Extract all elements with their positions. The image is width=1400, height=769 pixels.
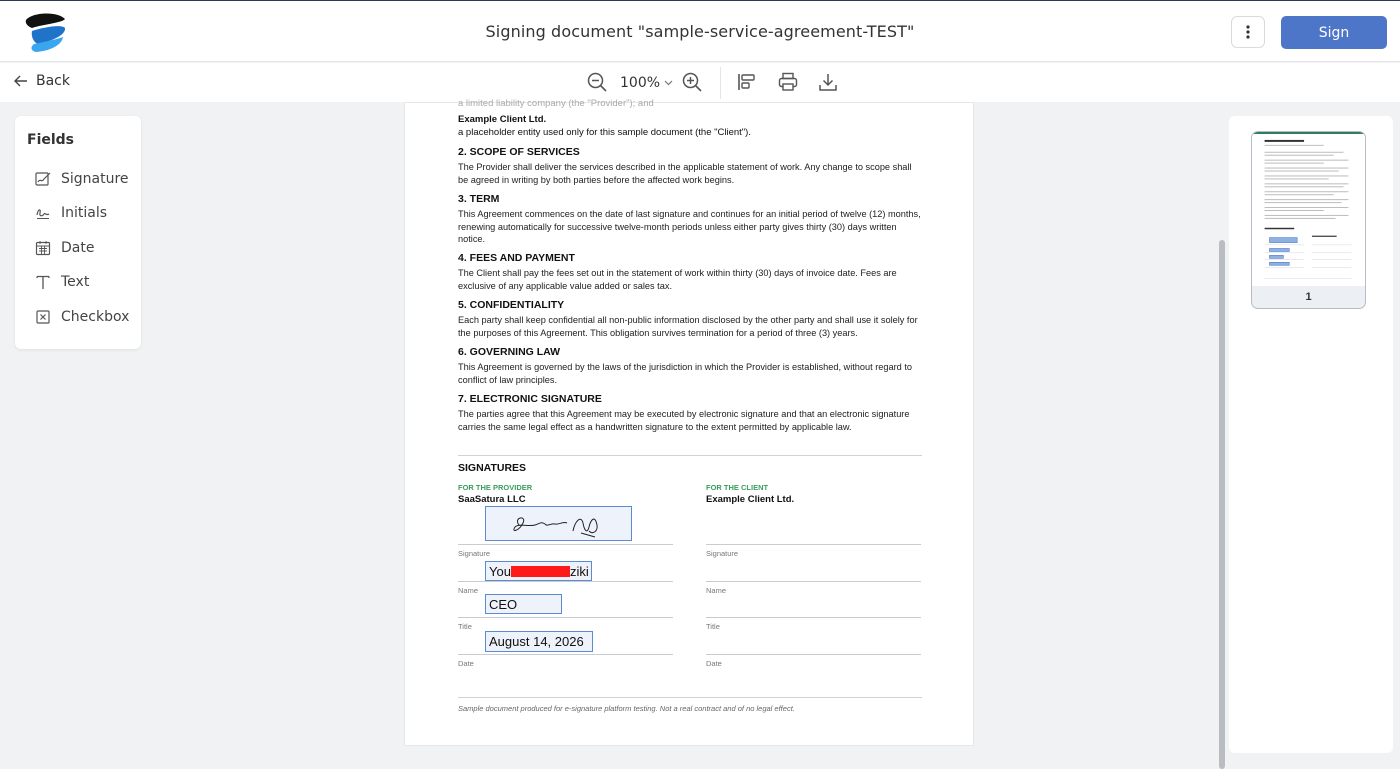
print-icon[interactable] bbox=[777, 71, 799, 93]
handwritten-signature bbox=[489, 509, 629, 539]
field-date[interactable] bbox=[35, 236, 94, 260]
toolbar-divider bbox=[720, 67, 721, 99]
field-initials-label: Initials bbox=[61, 205, 108, 221]
section-heading: 6. GOVERNING LAW bbox=[458, 346, 561, 358]
client-date-line bbox=[706, 654, 921, 655]
client-signature-label: Signature bbox=[706, 549, 739, 558]
provider-date-value: August 14, 2026 bbox=[489, 634, 584, 649]
field-initials[interactable] bbox=[35, 201, 107, 225]
client-date-label: Date bbox=[706, 659, 722, 668]
provider-name-line bbox=[458, 581, 673, 582]
field-signature-label: Signature bbox=[61, 171, 129, 187]
field-checkbox[interactable] bbox=[35, 305, 129, 329]
field-text[interactable] bbox=[35, 270, 89, 294]
field-date-label: Date bbox=[61, 240, 95, 256]
document-page bbox=[404, 98, 974, 746]
section-heading: 3. TERM bbox=[458, 193, 500, 205]
more-vertical-icon bbox=[1246, 25, 1250, 39]
signatures-heading: SIGNATURES bbox=[458, 462, 527, 474]
provider-title-line bbox=[458, 617, 673, 618]
align-left-icon[interactable] bbox=[736, 71, 758, 93]
section-heading: 7. ELECTRONIC SIGNATURE bbox=[458, 393, 602, 405]
divider bbox=[458, 697, 922, 698]
zoom-out-icon[interactable] bbox=[586, 71, 608, 93]
page-thumbnails-panel bbox=[1229, 116, 1393, 753]
provider-title-field[interactable] bbox=[485, 594, 562, 614]
provider-date-line bbox=[458, 654, 673, 655]
download-icon[interactable] bbox=[817, 71, 839, 93]
more-options-button[interactable] bbox=[1231, 16, 1265, 48]
client-signature-line bbox=[706, 544, 921, 545]
client-party-description: a placeholder entity used only for this sample document (the "Client"). bbox=[458, 127, 751, 138]
provider-title-value: CEO bbox=[489, 596, 518, 612]
client-name-line bbox=[706, 581, 921, 582]
provider-name-value-start: You bbox=[489, 563, 511, 579]
zoom-level-value: 100% bbox=[620, 75, 661, 91]
fields-panel bbox=[15, 116, 141, 349]
thumbnail-page-number: 1 bbox=[1305, 291, 1312, 303]
client-title-line bbox=[706, 617, 921, 618]
field-signature[interactable] bbox=[35, 167, 129, 191]
back-label: Back bbox=[36, 73, 70, 89]
thumbnail-preview bbox=[1252, 132, 1365, 286]
provider-name: SaaSatura LLC bbox=[458, 494, 526, 505]
section-body: The Client shall pay the fees set out in the statement of work within thirty (30) days of invoice date. Fees are exclusive of any applicable value added or sales tax. bbox=[458, 268, 897, 291]
provider-title-label: Title bbox=[458, 622, 472, 631]
arrow-left-icon bbox=[14, 75, 28, 87]
client-title-label: Title bbox=[706, 622, 720, 631]
provider-date-label: Date bbox=[458, 659, 474, 668]
top-header bbox=[0, 0, 1400, 62]
section-body: The parties agree that this Agreement may be executed by electronic signature and that an electronic signature carries the same legal effect as a handwritten signature to the extent permitted by applicable law. bbox=[458, 409, 910, 432]
redaction-bar bbox=[511, 566, 570, 577]
client-name-label: Name bbox=[706, 586, 727, 595]
text-icon bbox=[35, 274, 51, 290]
back-button[interactable] bbox=[14, 73, 70, 89]
sign-button[interactable]: Sign bbox=[1281, 16, 1387, 49]
provider-date-field[interactable] bbox=[485, 631, 593, 652]
provider-signature-label: Signature bbox=[458, 549, 491, 558]
zoom-in-icon[interactable] bbox=[681, 71, 703, 93]
section-body: The Provider shall deliver the services described in the applicable statement of work. Any change to scope shall be agreed in writing by both parties before the affected work begins. bbox=[458, 162, 912, 185]
field-text-label: Text bbox=[61, 274, 90, 290]
section-body: This Agreement is governed by the laws of the jurisdiction in which the Provider is established, without regard to conflict of law principles. bbox=[458, 362, 912, 385]
client-label: FOR THE CLIENT bbox=[706, 483, 769, 492]
section-heading: 4. FEES AND PAYMENT bbox=[458, 252, 575, 264]
provider-name-label: Name bbox=[458, 586, 479, 595]
fields-panel-title: Fields bbox=[27, 132, 75, 148]
signature-icon bbox=[35, 171, 51, 187]
section-heading: 5. CONFIDENTIALITY bbox=[458, 299, 565, 311]
provider-signature-line bbox=[458, 544, 673, 545]
provider-signature-field[interactable] bbox=[485, 506, 632, 541]
initials-icon bbox=[35, 205, 51, 221]
document-scrollbar[interactable] bbox=[1219, 240, 1225, 769]
client-party-name: Example Client Ltd. bbox=[458, 114, 547, 125]
provider-name-field[interactable] bbox=[485, 561, 592, 581]
checkbox-icon bbox=[35, 309, 51, 325]
field-checkbox-label: Checkbox bbox=[61, 309, 130, 325]
page-thumbnail[interactable] bbox=[1251, 131, 1366, 309]
document-toolbar bbox=[0, 63, 1400, 102]
section-body: Each party shall keep confidential all non-public information disclosed by the other party and shall use it solely for the purposes of this Agreement. This obligation survives termination for a period of three (3) years. bbox=[458, 315, 918, 338]
chevron-down-icon bbox=[664, 80, 673, 86]
document-title: Signing document "sample-service-agreement-TEST" bbox=[485, 22, 915, 41]
provider-name-value-end: ziki bbox=[569, 563, 589, 579]
client-name: Example Client Ltd. bbox=[706, 494, 795, 505]
zoom-level-select[interactable] bbox=[620, 75, 673, 91]
calendar-icon bbox=[35, 240, 51, 256]
document-footnote: Sample document produced for e-signature platform testing. Not a real contract and of no legal effect. bbox=[458, 704, 795, 713]
faded-text: a limited liability company (the "Provider"); and bbox=[458, 98, 654, 109]
divider bbox=[458, 455, 922, 456]
section-body: This Agreement commences on the date of last signature and continues for an initial period of twelve (12) months, renewing automatically for successive twelve-month periods unless either party gives thirty (30) days written notice. bbox=[458, 209, 921, 244]
section-heading: 2. SCOPE OF SERVICES bbox=[458, 146, 580, 158]
provider-label: FOR THE PROVIDER bbox=[458, 483, 533, 492]
